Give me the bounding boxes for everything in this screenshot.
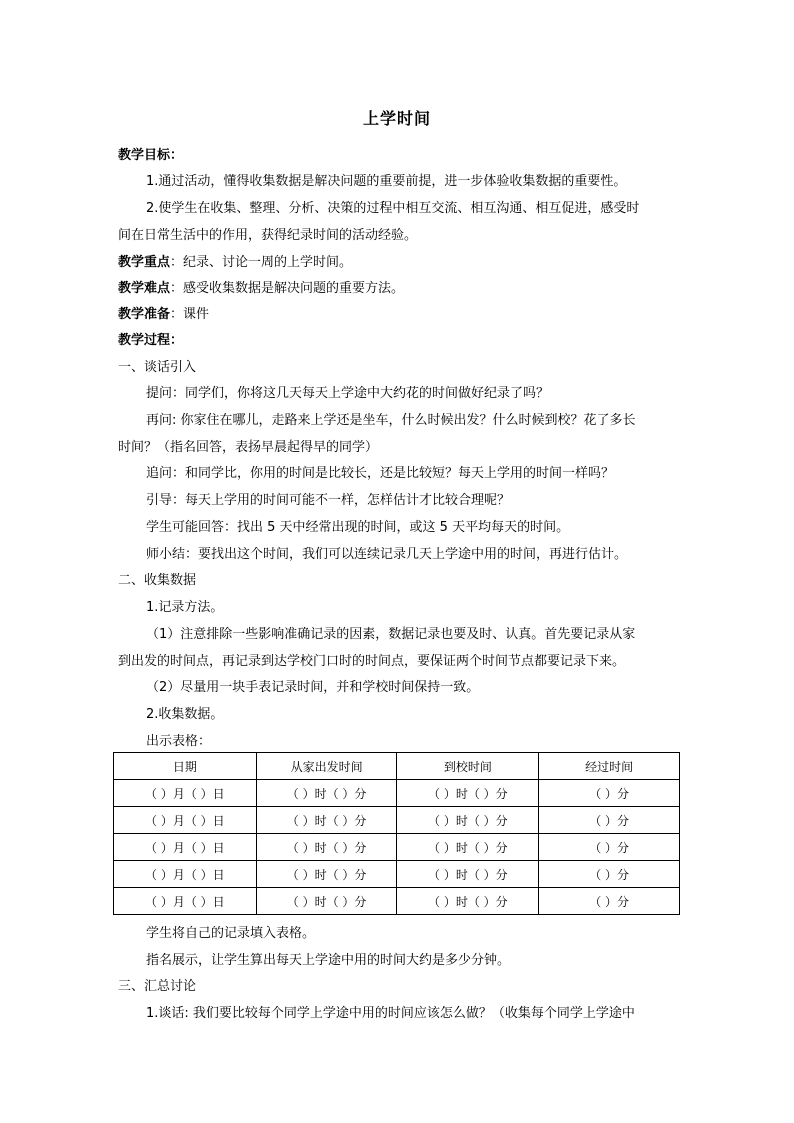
section2-line: 出示表格： <box>146 734 212 749</box>
table-header-cell: 从家出发时间 <box>256 753 397 780</box>
table-header-cell: 日期 <box>114 753 257 780</box>
table-header-cell: 到校时间 <box>397 753 539 780</box>
section2-line: 2.收集数据。 <box>146 707 224 722</box>
section1-line: 学生可能回答：找出 5 天中经常出现的时间，或这 5 天平均每天的时间。 <box>146 520 570 535</box>
table-cell: （ ）分 <box>539 780 680 807</box>
section2-heading: 二、收集数据 <box>118 573 197 588</box>
difficulty-text: ：感受收集数据是解决问题的重要方法。 <box>170 281 405 296</box>
process-label: 教学过程： <box>118 333 184 348</box>
page-title: 上学时间 <box>362 109 431 128</box>
section3-heading: 三、汇总讨论 <box>118 979 197 994</box>
table-cell: （ ）月（ ）日 <box>114 888 257 915</box>
preparation <box>118 306 209 324</box>
section1-line: 提问：同学们，你将这几天每天上学途中大约花的时间做好纪录了吗？ <box>146 386 550 401</box>
section1-heading: 一、谈话引入 <box>118 360 197 375</box>
table-cell: （ ）月（ ）日 <box>114 861 257 888</box>
section1-line: 时间？（指名回答，表扬早晨起得早的同学） <box>118 440 379 455</box>
section3-line: 1.谈话: 我们要比较每个同学上学途中用的时间应该怎么做？（收集每个同学上学途中 <box>146 1006 635 1021</box>
table-cell: （ ）分 <box>539 888 680 915</box>
objective-2: 2.使学生在收集、整理、分析、决策的过程中相互交流、相互沟通、相互促进，感受时 <box>146 201 640 216</box>
key-point-text: ：纪录、讨论一周的上学时间。 <box>170 255 353 270</box>
table-cell: （ ）时（ ）分 <box>256 834 397 861</box>
table-row <box>114 888 680 915</box>
table-header-row <box>114 753 680 780</box>
section1-line: 师小结：要找出这个时间，我们可以连续记录几天上学途中用的时间，再进行估计。 <box>146 547 628 562</box>
time-record-table <box>113 752 680 915</box>
table-cell: （ ）时（ ）分 <box>397 807 539 834</box>
preparation-text: ：课件 <box>170 307 210 322</box>
table-row <box>114 807 680 834</box>
table-cell: （ ）时（ ）分 <box>397 861 539 888</box>
table-row <box>114 861 680 888</box>
table-cell: （ ）月（ ）日 <box>114 834 257 861</box>
table-row <box>114 834 680 861</box>
table-cell: （ ）时（ ）分 <box>397 888 539 915</box>
table-cell: （ ）时（ ）分 <box>397 780 539 807</box>
key-point-label: 教学重点 <box>118 255 171 270</box>
after-table-line: 指名展示，让学生算出每天上学途中用的时间大约是多少分钟。 <box>146 953 511 968</box>
objective-2-cont: 间在日常生活中的作用，获得纪录时间的活动经验。 <box>118 228 418 243</box>
after-table-line: 学生将自己的记录填入表格。 <box>146 926 316 941</box>
table-row <box>114 780 680 807</box>
table-cell: （ ）时（ ）分 <box>256 888 397 915</box>
section2-line: 到出发的时间点，再记录到达学校门口时的时间点，要保证两个时间节点都要记录下来。 <box>118 654 626 669</box>
difficulty <box>118 280 404 298</box>
key-point <box>118 254 352 272</box>
table-header-cell: 经过时间 <box>539 753 680 780</box>
table-cell: （ ）月（ ）日 <box>114 807 257 834</box>
table-cell: （ ）时（ ）分 <box>256 807 397 834</box>
preparation-label: 教学准备 <box>118 307 171 322</box>
section1-line: 引导：每天上学用的时间可能不一样，怎样估计才比较合理呢？ <box>146 493 511 508</box>
section2-line: （2）尽量用一块手表记录时间，并和学校时间保持一致。 <box>146 680 480 695</box>
section2-line: 1.记录方法。 <box>146 600 224 615</box>
table-cell: （ ）月（ ）日 <box>114 780 257 807</box>
section1-line: 再问: 你家住在哪儿，走路来上学还是坐车，什么时候出发？什么时候到校？花了多长 <box>146 413 636 428</box>
table-cell: （ ）时（ ）分 <box>256 861 397 888</box>
section1-line: 追问：和同学比，你用的时间是比较长，还是比较短？每天上学用的时间一样吗？ <box>146 466 615 481</box>
section2-line: （1）注意排除一些影响准确记录的因素，数据记录也要及时、认真。首先要记录从家 <box>146 627 636 642</box>
table-cell: （ ）分 <box>539 861 680 888</box>
difficulty-label: 教学难点 <box>118 281 171 296</box>
table-cell: （ ）分 <box>539 807 680 834</box>
objective-1: 1.通过活动，懂得收集数据是解决问题的重要前提，进一步体验收集数据的重要性。 <box>146 174 627 189</box>
table-cell: （ ）时（ ）分 <box>397 834 539 861</box>
objectives-label: 教学目标： <box>118 148 184 163</box>
table-cell: （ ）时（ ）分 <box>256 780 397 807</box>
table-cell: （ ）分 <box>539 834 680 861</box>
